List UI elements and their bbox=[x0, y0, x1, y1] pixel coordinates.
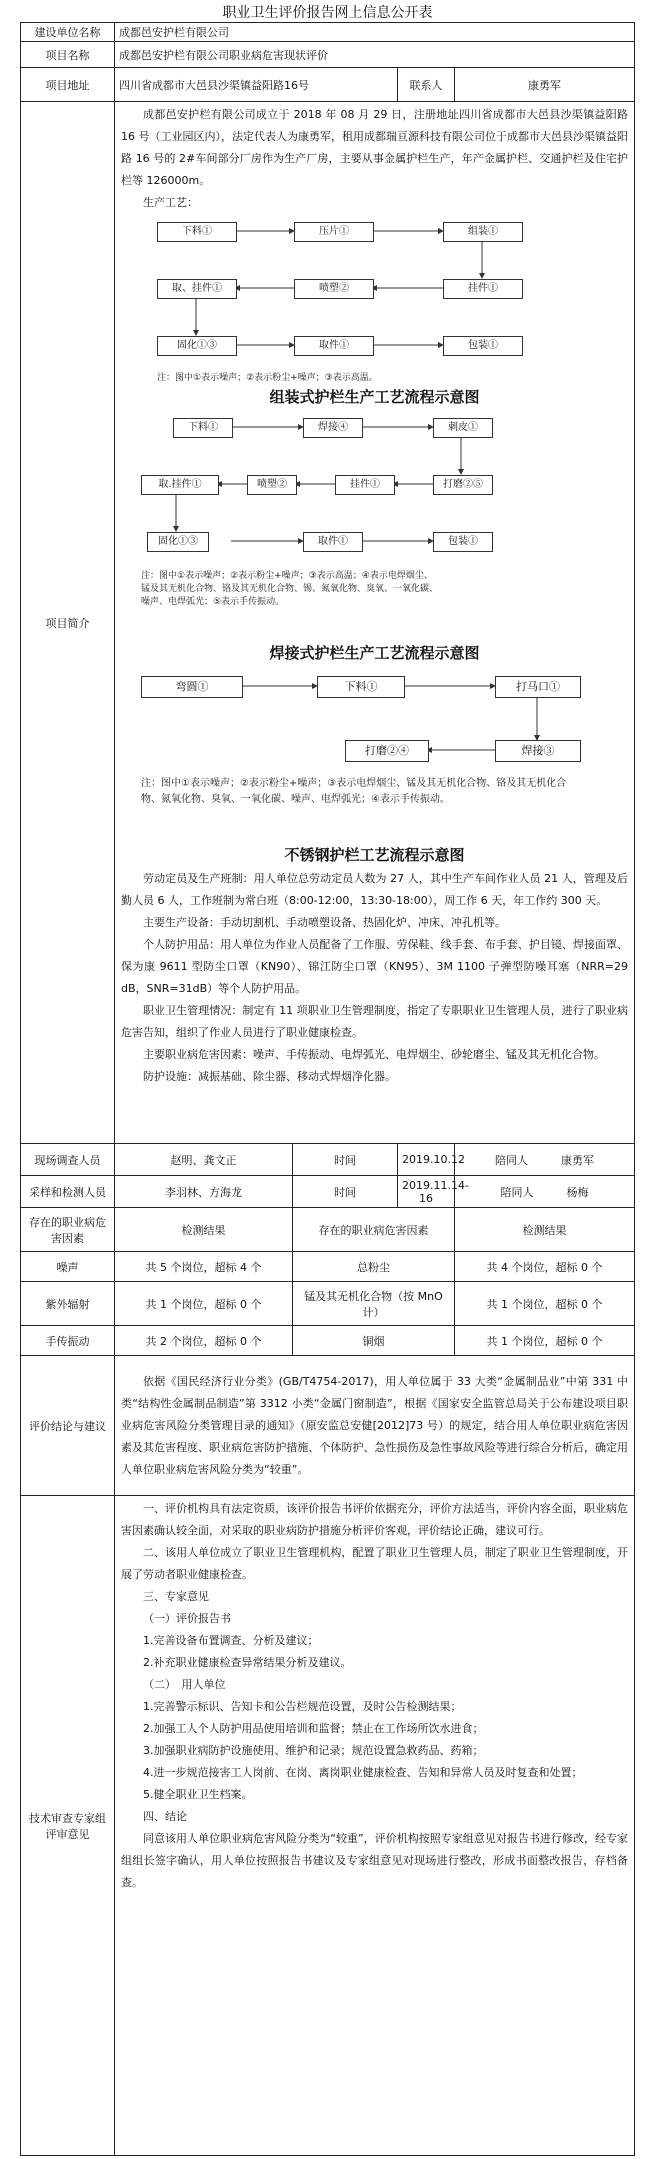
flow2-box: 刺皮① bbox=[433, 418, 493, 438]
survey-names: 赵明、龚文正 bbox=[115, 1144, 293, 1176]
sampling-names: 李羽林、方海龙 bbox=[115, 1176, 293, 1208]
flow2-title: 焊接式护栏生产工艺流程示意图 bbox=[269, 644, 480, 662]
flow1-box: 组装① bbox=[443, 222, 523, 242]
address-value: 四川省成都市大邑县沙渠镇益阳路16号 bbox=[115, 68, 398, 102]
survey-companion-label: 陪同人 bbox=[495, 1153, 528, 1167]
review-para: 2.补充职业健康检查异常结果分析及建议。 bbox=[143, 1656, 352, 1669]
contact-label: 联系人 bbox=[398, 68, 455, 102]
hazard-factor: 总粉尘 bbox=[293, 1252, 455, 1282]
flow1-title: 组装式护栏生产工艺流程示意图 bbox=[269, 388, 480, 406]
hazard-result: 共 2 个岗位，超标 0 个 bbox=[115, 1326, 293, 1356]
hazard-header-2: 检测结果 bbox=[115, 1208, 293, 1252]
flow2-box: 取.挂件① bbox=[141, 475, 219, 495]
review-para: 1.完善警示标识、告知卡和公告栏规范设置，及时公告检测结果； bbox=[143, 1700, 462, 1713]
hazard-result: 共 4 个岗位，超标 0 个 bbox=[455, 1252, 635, 1282]
flow1-box: 挂件① bbox=[443, 279, 523, 299]
review-para: 三、专家意见 bbox=[143, 1590, 209, 1603]
flow3-box: 打磨②④ bbox=[345, 740, 429, 762]
hazard-factor: 噪声 bbox=[21, 1252, 115, 1282]
project-value: 成都邑安护栏有限公司职业病危害现状评价 bbox=[115, 42, 635, 68]
review-para: （二） 用人单位 bbox=[143, 1678, 226, 1691]
review-para: 1.完善设备布置调查、分析及建议； bbox=[143, 1634, 319, 1647]
flow1-box: 压片① bbox=[294, 222, 374, 242]
flow2-note: 注：图中①表示噪声；②表示粉尘+噪声；③表示高温；④表示电焊烟尘、锰及其无机化合物、铬及其无机化合物、锡、氮氧化物、臭氧、一氧化碳、噪声、电焊弧光；⑤表示手传振动。 bbox=[141, 571, 439, 607]
sampling-companion-label: 陪同人 bbox=[500, 1185, 534, 1199]
flow3-note: 注：图中①表示噪声；②表示粉尘+噪声；③表示电焊烟尘、锰及其无机化合物、铬及其无机化合物、氮氧化物、臭氧、一氧化碳、噪声、电焊弧光；④表示手传振动。 bbox=[141, 778, 567, 805]
hazards-para: 主要职业病危害因素：噪声、手传振动、电焊弧光、电焊烟尘、砂轮磨尘、锰及其无机化合物。 bbox=[143, 1048, 605, 1061]
hazard-result: 共 1 个岗位，超标 0 个 bbox=[455, 1282, 635, 1326]
unit-label: 建设单位名称 bbox=[21, 23, 115, 42]
hazard-header-4: 检测结果 bbox=[455, 1208, 635, 1252]
unit-value: 成都邑安护栏有限公司 bbox=[115, 23, 635, 42]
hazard-factor: 锰及其无机化合物（按 MnO 计） bbox=[293, 1282, 455, 1326]
staff-para: 劳动定员及生产班制：用人单位总劳动定员人数为 27 人，其中生产车间作业人员 21 人，管理及后勤人员 6 人，工作班制为常白班（8:00-12:00，13:30-18:00），周工作 6 天，年工作约 300 天。 bbox=[121, 872, 629, 907]
management-para: 职业卫生管理情况：制定有 11 项职业卫生管理制度，指定了专职职业卫生管理人员，进行了职业病危害告知，组织了作业人员进行了职业健康检查。 bbox=[121, 1004, 629, 1039]
equipment-para: 主要生产设备：手动切割机、手动喷塑设备、热固化炉、冲床、冲孔机等。 bbox=[143, 916, 506, 929]
review-para: （一）评价报告书 bbox=[143, 1612, 231, 1625]
hazard-factor: 铜烟 bbox=[293, 1326, 455, 1356]
flow1-box: 喷塑② bbox=[294, 279, 374, 299]
flow1-box: 取、挂件① bbox=[157, 279, 237, 299]
survey-time-label: 时间 bbox=[293, 1144, 398, 1176]
flow1-box: 取件① bbox=[294, 336, 374, 356]
review-para: 同意该用人单位职业病危害风险分类为“较重”，评价机构按照专家组意见对报告书进行修改，经专家组组长签字确认，用人单位按照报告书建议及专家组意见对现场进行整改，形成书面整改报告，存档备查。 bbox=[121, 1832, 629, 1889]
protection-para: 防护设施：减振基础、除尘器、移动式焊烟净化器。 bbox=[143, 1070, 396, 1083]
intro-para-1: 成都邑安护栏有限公司成立于 2018 年 08 月 29 日，注册地址四川省成都市大邑县沙渠镇益阳路 16 号（工业园区内），法定代表人为康勇军，租用成都瑞亘源科技有限公司位于成都市大邑县沙渠镇益阳路 16 号的 2#车间部分厂房作为生产厂房，主要从事金属护栏生产，年产金属护栏、交通护栏及住宅护栏等 126000m。 bbox=[121, 108, 629, 187]
flow2-box: 喷塑② bbox=[247, 475, 297, 495]
flow2-box: 焊接④ bbox=[303, 418, 363, 438]
flow1-box: 固化①③ bbox=[157, 336, 237, 356]
sampling-label: 采样和检测人员 bbox=[21, 1176, 115, 1208]
sampling-time-label: 时间 bbox=[293, 1176, 398, 1208]
flow3-box: 弯圆① bbox=[141, 676, 243, 698]
flow1-box: 下料① bbox=[157, 222, 237, 242]
flowchart-assembly bbox=[121, 214, 628, 404]
hazard-factor: 紫外辐射 bbox=[21, 1282, 115, 1326]
flow3-title: 不锈钢护栏工艺流程示意图 bbox=[284, 846, 465, 864]
process-label: 生产工艺： bbox=[143, 196, 198, 209]
flowchart-stainless-arrows bbox=[121, 668, 621, 868]
hazard-header-1: 存在的职业病危害因素 bbox=[21, 1208, 115, 1252]
review-cell bbox=[115, 1496, 635, 2156]
hazard-factor: 手传振动 bbox=[21, 1326, 115, 1356]
review-para: 一、评价机构具有法定资质，该评价报告书评价依据充分，评价方法适当，评价内容全面，职业病危害因素确认较全面，对采取的职业病防护措施分析评价客观，评价结论正确，建议可行。 bbox=[121, 1502, 629, 1537]
flowchart-stainless bbox=[121, 668, 628, 868]
contact-value: 康勇军 bbox=[455, 68, 635, 102]
flow3-box: 打马口① bbox=[495, 676, 581, 698]
ppe-para: 个人防护用品：用人单位为作业人员配备了工作服、劳保鞋、线手套、布手套、护目镜、焊接面罩、保为康 9611 型防尘口罩（KN90）、锦江防尘口罩（KN95）、3M 1100 子弹型防噪耳塞（NRR=29 dB，SNR=31dB）等个人防护用品。 bbox=[121, 938, 629, 995]
survey-companion: 康勇军 bbox=[561, 1153, 594, 1167]
conclusion-text: 依据《国民经济行业分类》(GB/T4754-2017)，用人单位属于 33 大类“金属制品业”中第 331 中类“结构性金属制品制造”第 3312 小类“金属门窗制造”，根据《国家安全监管总局关于公布建设项目职业病危害风险分类管理目录的通知》（原安监总安健[2012]73 号）的规定，结合用人单位职业病危害因素及其危害程度、职业病危害防护措施、个体防护、急性损伤及急性事故风险等进行综合分析后，确定用人单位职业病危害风险分类为“较重”。 bbox=[121, 1374, 629, 1476]
intro-cell bbox=[115, 102, 635, 1144]
flow2-box: 打磨②⑤ bbox=[433, 475, 493, 495]
hazard-result: 共 1 个岗位，超标 0 个 bbox=[115, 1282, 293, 1326]
review-para: 5.健全职业卫生档案。 bbox=[143, 1788, 253, 1801]
conclusion-cell bbox=[115, 1356, 635, 1496]
review-para: 四、结论 bbox=[143, 1810, 187, 1823]
survey-companion-cell bbox=[455, 1144, 635, 1176]
flow2-box: 下料① bbox=[173, 418, 233, 438]
survey-label: 现场调查人员 bbox=[21, 1144, 115, 1176]
hazard-header-3: 存在的职业病危害因素 bbox=[293, 1208, 455, 1252]
flowchart-welded bbox=[121, 410, 628, 668]
flow2-box: 包装① bbox=[433, 532, 493, 552]
flow2-box: 挂件① bbox=[335, 475, 395, 495]
survey-time: 2019.10.12 bbox=[398, 1144, 455, 1176]
flow3-box: 焊接③ bbox=[495, 740, 581, 762]
intro-label: 项目简介 bbox=[21, 102, 115, 1144]
info-table bbox=[20, 22, 635, 2156]
address-label: 项目地址 bbox=[21, 68, 115, 102]
sampling-time: 2019.11.14-16 bbox=[398, 1176, 455, 1208]
hazard-result: 共 5 个岗位，超标 4 个 bbox=[115, 1252, 293, 1282]
flow1-note: 注：图中①表示噪声；②表示粉尘+噪声；③表示高温。 bbox=[157, 373, 378, 383]
page-title: 职业卫生评价报告网上信息公开表 bbox=[222, 5, 433, 21]
sampling-companion-cell bbox=[455, 1176, 635, 1208]
hazard-result: 共 1 个岗位，超标 0 个 bbox=[455, 1326, 635, 1356]
flow1-box: 包装① bbox=[443, 336, 523, 356]
review-para: 2.加强工人个人防护用品使用培训和监督；禁止在工作场所饮水进食； bbox=[143, 1722, 484, 1735]
conclusion-label: 评价结论与建议 bbox=[21, 1356, 115, 1496]
review-para: 二、该用人单位成立了职业卫生管理机构，配置了职业卫生管理人员，制定了职业卫生管理制度，开展了劳动者职业健康检查。 bbox=[121, 1546, 629, 1581]
flow2-box: 取件① bbox=[303, 532, 363, 552]
review-label: 技术审查专家组评审意见 bbox=[21, 1496, 115, 2156]
review-para: 4.进一步规范接害工人岗前、在岗、离岗职业健康检查、告知和异常人员及时复查和处置； bbox=[143, 1766, 583, 1779]
project-label: 项目名称 bbox=[21, 42, 115, 68]
flow3-box: 下料① bbox=[317, 676, 405, 698]
review-para: 3.加强职业病防护设施使用、维护和记录；规范设置急救药品、药箱； bbox=[143, 1744, 484, 1757]
sampling-companion: 杨梅 bbox=[566, 1185, 589, 1199]
flow2-box: 固化①③ bbox=[147, 532, 209, 552]
